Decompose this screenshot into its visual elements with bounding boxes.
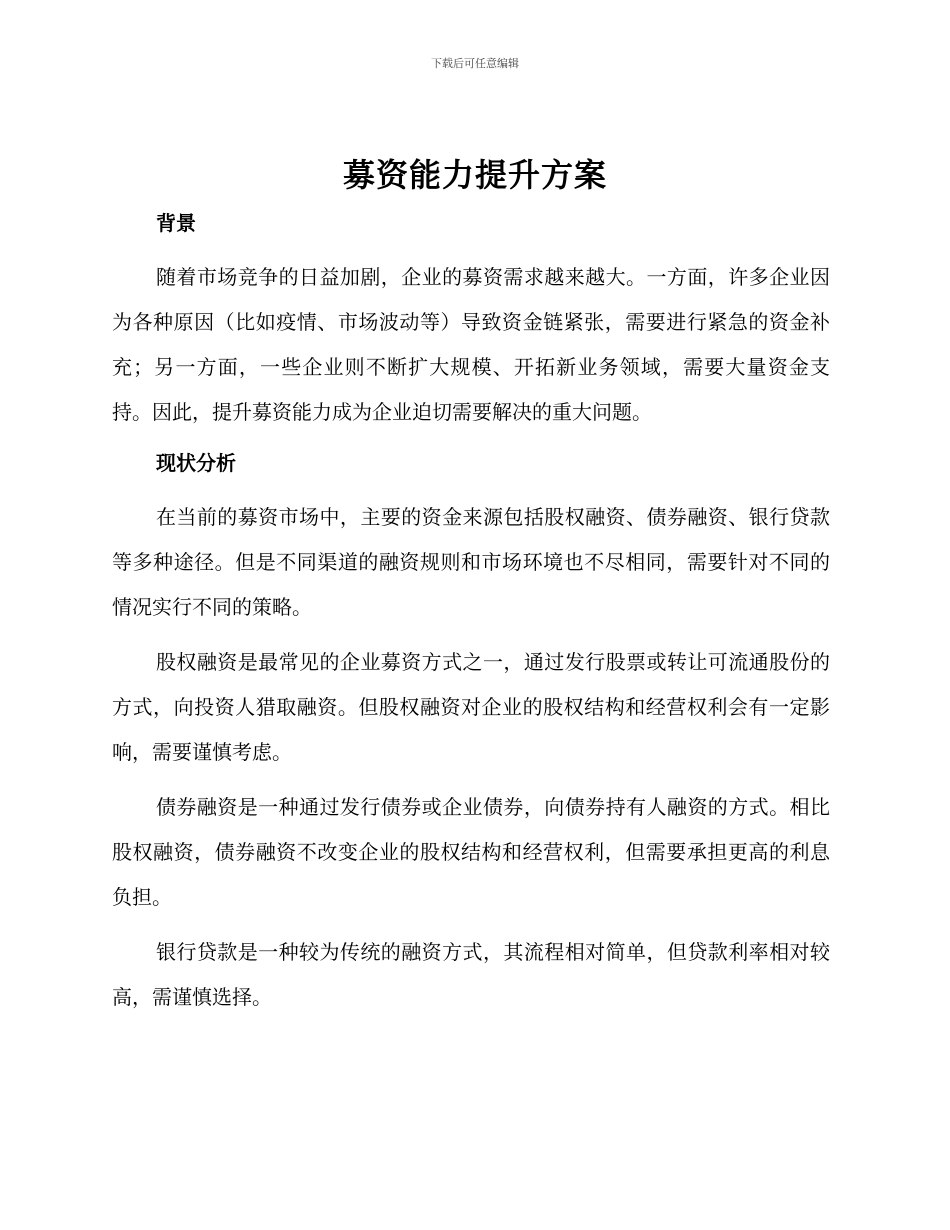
paragraph-background: 随着市场竞争的日益加剧，企业的募资需求越来越大。一方面，许多企业因为各种原因（比如疫情、市场波动等）导致资金链紧张，需要进行紧急的资金补充；另一方面，一些企业则不断扩大规模、开拓新业务领域，需要大量资金支持。因此，提升募资能力成为企业迫切需要解决的重大问题。 — [112, 265, 830, 424]
section-heading-status-analysis: 现状分析 — [156, 451, 236, 475]
paragraph-equity-financing: 股权融资是最常见的企业募资方式之一，通过发行股票或转让可流通股份的方式，向投资人猎取融资。但股权融资对企业的股权结构和经营权利会有一定影响，需要谨慎考虑。 — [112, 650, 830, 764]
section-heading-background: 背景 — [156, 211, 196, 235]
header-note: 下载后可任意编辑 — [431, 57, 519, 70]
document-title: 募资能力提升方案 — [342, 156, 607, 194]
paragraph-bank-loans: 银行贷款是一种较为传统的融资方式，其流程相对简单，但贷款利率相对较高，需谨慎选择。 — [112, 940, 830, 1009]
document-body — [112, 205, 830, 1020]
paragraph-bond-financing: 债券融资是一种通过发行债券或企业债券，向债券持有人融资的方式。相比股权融资，债券融资不改变企业的股权结构和经营权利，但需要承担更高的利息负担。 — [112, 795, 830, 909]
paragraph-funding-sources: 在当前的募资市场中，主要的资金来源包括股权融资、债券融资、银行贷款等多种途径。但是不同渠道的融资规则和市场环境也不尽相同，需要针对不同的情况实行不同的策略。 — [112, 505, 830, 619]
